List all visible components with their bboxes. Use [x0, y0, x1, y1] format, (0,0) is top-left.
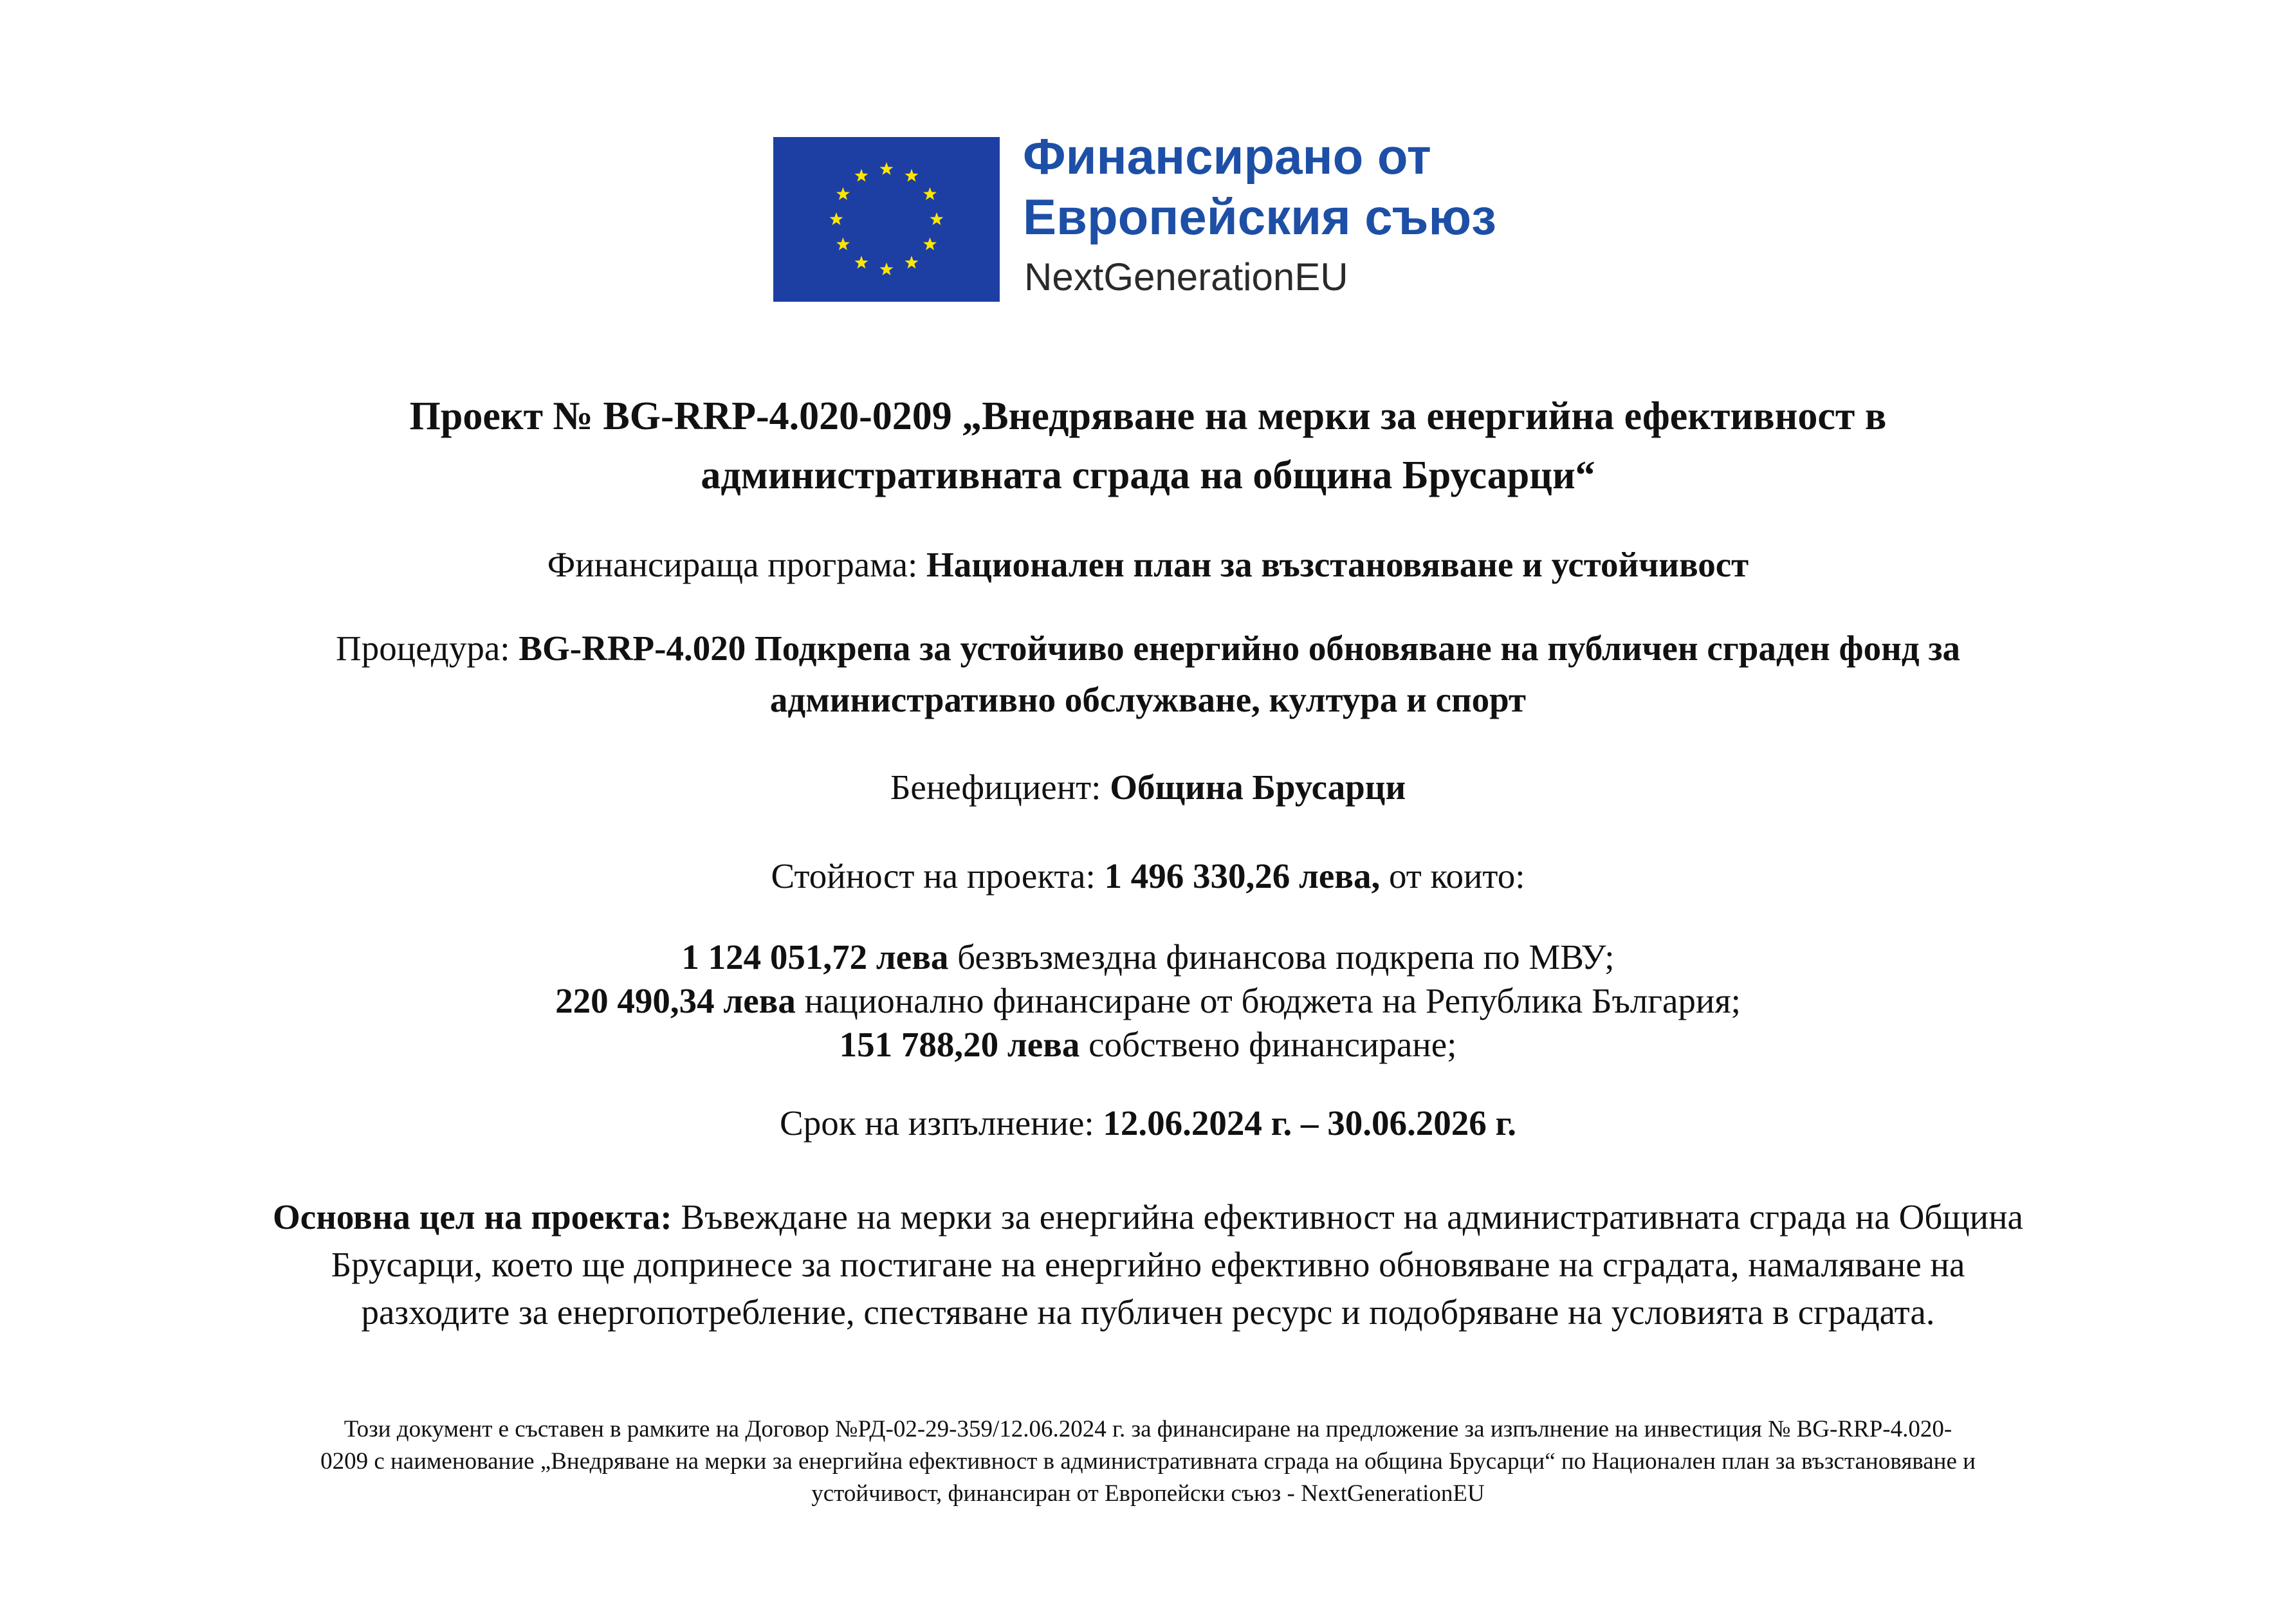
eu-star-icon [905, 256, 919, 269]
goal-line-1 [0, 1197, 2296, 1237]
period-value: 12.06.2024 г. – 30.06.2026 г. [1103, 1103, 1516, 1143]
breakdown-text: собствено финансиране; [1079, 1025, 1457, 1064]
eu-star-icon [836, 187, 850, 200]
eu-star-icon [923, 187, 937, 200]
eu-star-icon [880, 162, 894, 175]
breakdown-text: безвъзмездна финансова подкрепа по МВУ; [948, 937, 1615, 977]
period-label: Срок на изпълнение: [780, 1103, 1103, 1143]
footer-line-2: 0209 с наименование „Внедряване на мерки за енергийна ефективност в административната сграда на община Брусарци“ по Национален план за възстановяване и [320, 1448, 1976, 1475]
eu-star-icon [830, 212, 843, 225]
eu-star-icon [880, 262, 894, 275]
project-title-line-1: Проект № BG-RRP-4.020-0209 „Внедряване на мерки за енергийна ефективност в [409, 394, 1887, 438]
breakdown-amount: 220 490,34 лева [555, 981, 796, 1020]
eu-star-icon [923, 237, 937, 250]
eu-star-icon [855, 169, 868, 181]
goal-label: Основна цел на проекта: [273, 1197, 672, 1237]
eu-star-icon [905, 169, 919, 181]
project-value-amount: 1 496 330,26 лева, [1104, 856, 1381, 896]
project-value-label: Стойност на проекта: [771, 856, 1105, 896]
eu-star-icon [930, 212, 944, 225]
procedure-label: Процедура: [336, 629, 519, 668]
breakdown-amount: 151 788,20 лева [839, 1025, 1080, 1064]
procedure-value-1: BG-RRP-4.020 Подкрепа за устойчиво енергийно обновяване на публичен сграден фонд за [519, 629, 1960, 668]
logo-nextgenerationeu: NextGenerationEU [1024, 255, 1348, 299]
footer-line-1: Този документ е съставен в рамките на Договор №РД-02-29-359/12.06.2024 г. за финансиране на предложение за изпълнение на инвестиция № BG-RRP-4.020- [344, 1416, 1952, 1442]
beneficiary-line [0, 767, 2296, 807]
period-line [0, 1103, 2296, 1143]
logo-european-union: Европейския съюз [1023, 188, 1496, 245]
breakdown-amount: 1 124 051,72 лева [681, 937, 949, 977]
eu-flag-logo [773, 137, 1000, 302]
breakdown-item [0, 937, 2296, 977]
breakdown-item [0, 980, 2296, 1021]
goal-line-3: разходите за енергопотребление, спестяване на публичен ресурс и подобряване на условията в сградата. [361, 1292, 1935, 1332]
footer-line-3: устойчивост, финансиран от Европейски съюз - NextGenerationEU [811, 1480, 1485, 1507]
breakdown-item [0, 1024, 2296, 1065]
program-label: Финансираща програма: [547, 545, 927, 584]
eu-star-icon [855, 256, 868, 269]
procedure-value-2: административно обслужване, култура и спорт [769, 680, 1527, 719]
project-value-suffix: от които: [1380, 856, 1525, 896]
eu-stars-icon [773, 137, 1000, 302]
eu-star-icon [836, 237, 850, 250]
goal-text-1: Въвеждане на мерки за енергийна ефективност на административната сграда на Община [672, 1197, 2023, 1237]
project-title-line-2: административната сграда на община Брусарци“ [701, 454, 1595, 497]
goal-line-2: Брусарци, което ще допринесе за постигане на енергийно ефективно обновяване на сградата, намаляване на [331, 1245, 1965, 1284]
program-line [0, 544, 2296, 585]
project-value-line [0, 856, 2296, 896]
beneficiary-value: Община Брусарци [1110, 768, 1406, 807]
breakdown-text: национално финансиране от бюджета на Република България; [795, 981, 1741, 1020]
program-value: Национален план за възстановяване и устойчивост [926, 545, 1749, 584]
procedure-line-1 [0, 628, 2296, 668]
logo-funded-by: Финансирано от [1023, 128, 1431, 185]
procedure-line-2 [0, 679, 2296, 720]
beneficiary-label: Бенефициент: [890, 768, 1110, 807]
